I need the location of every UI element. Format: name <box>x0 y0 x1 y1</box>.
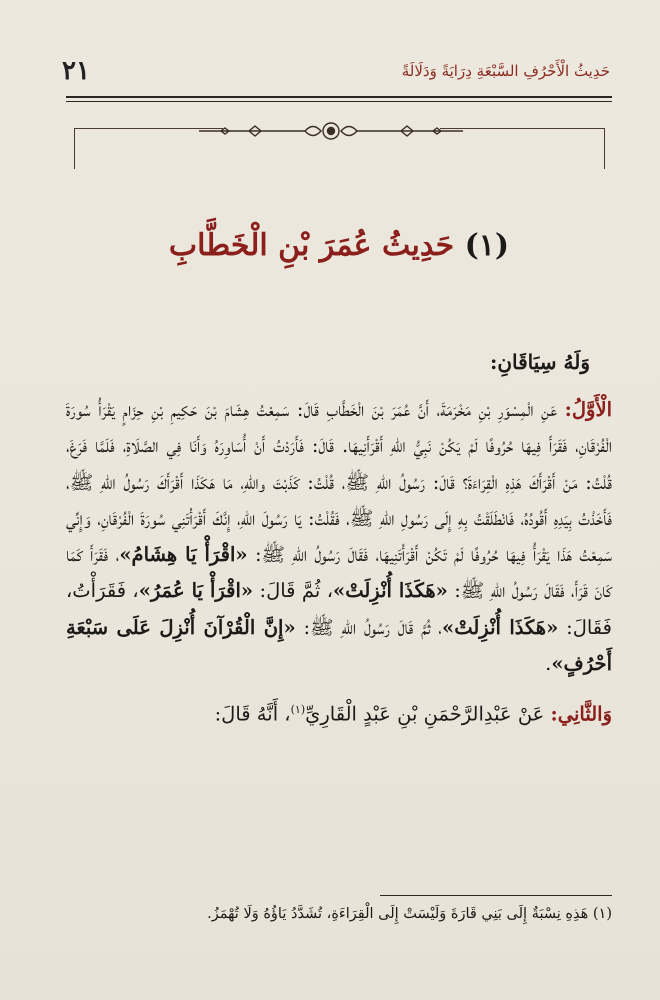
page-header <box>62 54 610 88</box>
hadith-quote: «هَكَذَا أُنْزِلَتْ» <box>442 615 559 639</box>
hadith-quote: «اقْرَأْ يَا هِشَامُ» <box>119 543 248 567</box>
hadith-quote: «اقْرَأْ يَا عُمَرُ» <box>138 579 254 603</box>
paragraph-text: ، ثُمَّ قَالَ رَسُولُ اللهِ ﷺ: <box>295 615 443 639</box>
header-rule-thin <box>66 101 612 102</box>
hadith-quote: «إِنَّ الْقُرْآنَ أُنْزِلَ عَلَى سَبْعَةِ أَحْرُفٍ» <box>66 615 612 676</box>
hadith-quote: «هَكَذَا أُنْزِلَتْ» <box>333 579 448 603</box>
page-number: ٢١ <box>62 56 90 86</box>
footnote: (١) هَذِهِ نِسْبَةٌ إِلَى بَنِي قَارَةَ وَلَيْسَتْ إِلَى الْقِرَاءَةِ، تُشَدَّدُ يَاؤُهُ وَلَا تُهْمَزُ. <box>207 906 612 922</box>
chapter-number: (١) <box>464 228 510 263</box>
main-text <box>66 350 612 733</box>
chapter-title-text: حَدِيثُ عُمَرَ بْنِ الْخَطَّابِ <box>168 228 455 263</box>
footnote-rule <box>380 895 612 896</box>
paragraph-first <box>66 392 612 682</box>
paragraph-text: ، ثُمَّ قَالَ: <box>253 579 334 603</box>
header-rule <box>66 96 612 98</box>
footnote-reference[interactable]: (١) <box>290 703 306 717</box>
paragraph-text: عَنِ الْمِسْوَرِ بْنِ مَخْرَمَةَ، أَنَّ عُمَرَ بْنَ الْخَطَّابِ قَالَ: سَمِعْتُ هِشَامَ بْنَ حَكِيمِ بْنِ حِزَامٍ يَقْرَأُ سُورَةَ الْفُرْقَانِ، فَقَرَأَ فِيهَا حُرُوفًا لَمْ يَكُنْ نَبِيُّ اللهِ أَقْرَأَنِيهَا. قَالَ: فَأَرَدْتُ أَنْ أُسَاوِرَهُ وَأَنَا فِي الصَّلَاةِ، فَلَمَّا فَرَغَ، قُلْتُ: مَنْ أَقْرَأَكَ هَذِهِ الْقِرَاءَةَ؟ قَالَ: رَسُولُ اللهِ ﷺ، قُلْتُ: كَذَبْتَ واللهِ، مَا هَكَذَا أَقْرَأَكَ رَسُولُ اللهِ ﷺ، فَأَخَذْتُ بِيَدِهِ أَقُودُهُ، فَانْطَلَقْتُ بِهِ إِلَى رَسُولِ اللهِ ﷺ، فَقُلْتُ: يَا رَسُولَ اللهِ، إِنَّكَ أَقْرَأْتَنِي سُورَةَ الْفُرْقَانِ، وَإِنِّي سَمِعْتُ هَذَا يَقْرَأُ فِيهَا حُرُوفًا لَمْ تَكُنْ أَقْرَأْتَنِيهَا، فَقَالَ رَسُولُ اللهِ ﷺ: <box>66 398 613 567</box>
paragraph-text: ، أَنَّهُ قَالَ: <box>214 702 291 726</box>
paragraph-text: عَنْ عَبْدِالرَّحْمَنِ بْنِ عَبْدٍ الْقَارِيِّ <box>305 702 551 726</box>
paragraph-text: ، فَقَرَأَ كَمَا كَانَ قَرَأَ، فَقَالَ رَسُولُ اللهِ ﷺ: <box>66 543 612 603</box>
running-title: حَدِيثُ الْأَحْرُفِ السَّبْعَةِ دِرَايَةً وَدَلَالَةً <box>401 62 610 80</box>
paragraph-lead: الْأَوَّلُ: <box>564 398 612 421</box>
paragraph-text: ، فَقَرَأْتُ، فَقَالَ: <box>66 579 612 639</box>
chapter-title <box>74 228 604 263</box>
subheading: وَلَهُ سِيَاقَانِ: <box>489 350 590 374</box>
ornament-icon <box>195 119 467 143</box>
paragraph-text: . <box>545 652 552 676</box>
paragraph-lead: وَالثَّانِي: <box>550 702 612 726</box>
paragraph-second <box>66 692 612 733</box>
